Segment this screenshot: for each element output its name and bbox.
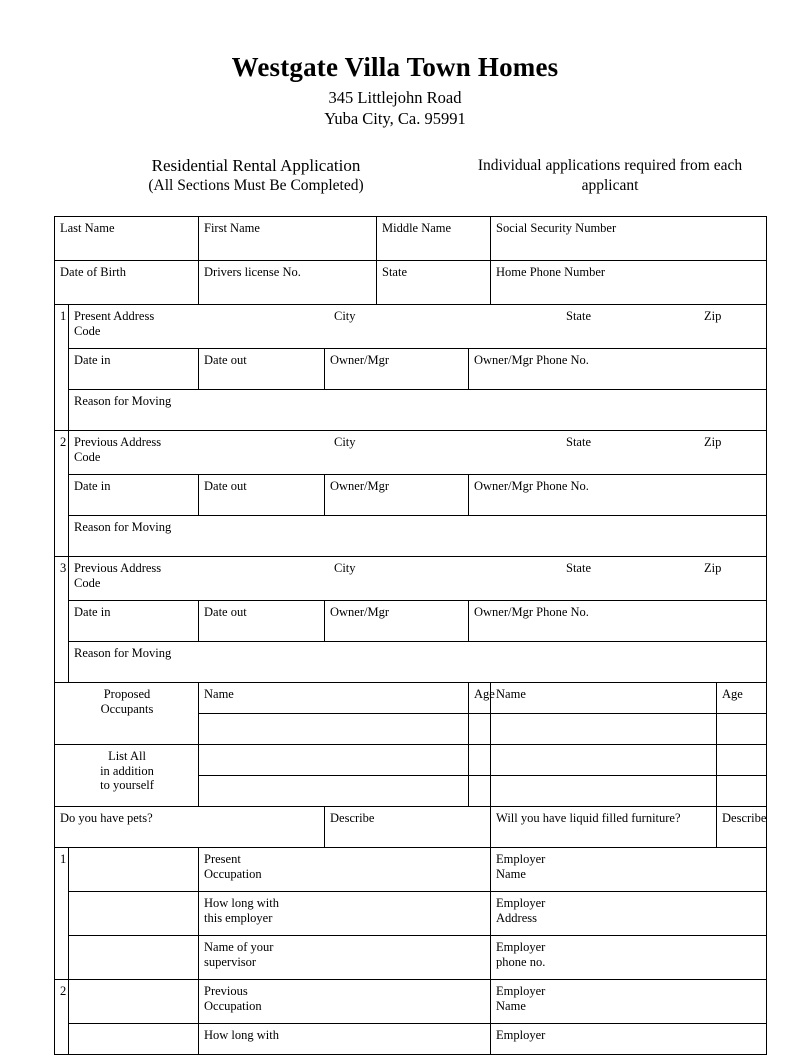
address-2-date-out[interactable]: Date out	[199, 475, 325, 516]
drivers-license-field[interactable]: Drivers license No.	[199, 261, 377, 305]
address-2-dates-row	[55, 475, 767, 516]
employment-1-number: 1	[55, 848, 69, 980]
occupants-sub-line2: in addition	[100, 763, 154, 778]
previous-how-long-field[interactable]: How long with	[199, 1024, 491, 1055]
address-1-state-label: State	[566, 309, 591, 323]
address-2-state-label: State	[566, 435, 591, 449]
address-3-number: 3	[55, 557, 69, 683]
previous-occupation-field[interactable]	[199, 980, 491, 1024]
address-1-reason-for-moving[interactable]: Reason for Moving	[69, 390, 767, 431]
previous-occupation-label-line2: Occupation	[204, 998, 262, 1013]
middle-name-field[interactable]: Middle Name	[377, 217, 491, 261]
pets-describe[interactable]: Describe	[325, 807, 491, 848]
how-long-employer-label-line2: this employer	[204, 910, 273, 925]
occupant-age-label-right: Age	[717, 683, 767, 714]
occupant-name-3[interactable]	[491, 714, 717, 745]
occupant-age-label-left: Age	[469, 683, 491, 714]
address-2-city-label: City	[334, 435, 356, 449]
previous-address-1-field[interactable]	[69, 431, 767, 475]
page-title: Westgate Villa Town Homes	[231, 52, 559, 82]
supervisor-name-label-line2: supervisor	[204, 954, 257, 969]
employment-2-row-1	[55, 980, 767, 1024]
identity-row-2	[55, 261, 767, 305]
present-address-label-line1: Present Address	[74, 309, 155, 323]
present-occupation-label-line2: Occupation	[204, 866, 262, 881]
how-long-employer-field[interactable]	[199, 892, 491, 936]
address-1-date-in[interactable]: Date in	[69, 349, 199, 390]
previous-occupation-label-line1: Previous	[204, 984, 248, 998]
employer-name-label-line2: Name	[496, 866, 526, 881]
previous-address-1-label	[74, 435, 161, 464]
present-address-label	[74, 309, 154, 338]
occupant-name-6[interactable]	[491, 776, 717, 807]
occupants-sub-line3: to yourself	[100, 778, 154, 792]
employment-1-row-3	[55, 936, 767, 980]
occupant-age-1[interactable]	[469, 714, 491, 745]
address-3-owner-mgr-phone[interactable]: Owner/Mgr Phone No.	[469, 601, 767, 642]
occupant-age-4[interactable]	[717, 745, 767, 776]
occupant-name-4[interactable]	[491, 745, 717, 776]
employment-1-row-2	[55, 892, 767, 936]
employment-1-spacer-a	[69, 848, 199, 892]
liquid-furniture-question[interactable]: Will you have liquid filled furniture?	[491, 807, 717, 848]
occupant-name-5[interactable]	[199, 776, 469, 807]
address-3-reason-for-moving[interactable]: Reason for Moving	[69, 642, 767, 683]
pets-question[interactable]: Do you have pets?	[55, 807, 325, 848]
identity-row-1	[55, 217, 767, 261]
subheader	[26, 155, 764, 196]
previous-employer-field[interactable]: Employer	[491, 1024, 767, 1055]
previous-employer-name-field[interactable]	[491, 980, 767, 1024]
occupant-name-1[interactable]	[199, 714, 469, 745]
occupants-heading	[55, 683, 199, 745]
rental-application-form	[54, 216, 767, 1055]
address-1-dates-row	[55, 349, 767, 390]
ssn-field[interactable]: Social Security Number	[491, 217, 767, 261]
occupants-sub-line1: List All	[108, 749, 146, 763]
address-3-owner-mgr[interactable]: Owner/Mgr	[325, 601, 469, 642]
employment-2-spacer-a	[69, 980, 199, 1024]
address-2-header-row	[55, 431, 767, 475]
address-1-header-row	[55, 305, 767, 349]
address-3-date-out[interactable]: Date out	[199, 601, 325, 642]
address-3-header-row	[55, 557, 767, 601]
form-subtitle: (All Sections Must Be Completed)	[148, 177, 364, 194]
address-2-reason-for-moving[interactable]: Reason for Moving	[69, 516, 767, 557]
occupants-subheading	[55, 745, 199, 807]
form-title: Residential Rental Application	[151, 156, 361, 175]
employment-1-spacer-c	[69, 936, 199, 980]
employment-1-spacer-b	[69, 892, 199, 936]
employer-phone-field[interactable]	[491, 936, 767, 980]
employment-1-row-1	[55, 848, 767, 892]
address-1-number: 1	[55, 305, 69, 431]
occupants-heading-line2: Occupants	[100, 701, 154, 716]
supervisor-name-label-line1: Name of your	[204, 940, 274, 954]
employer-address-label-line1: Employer	[496, 896, 546, 910]
address-1-owner-mgr-phone[interactable]: Owner/Mgr Phone No.	[469, 349, 767, 390]
occupant-age-6[interactable]	[717, 776, 767, 807]
address-3-date-in[interactable]: Date in	[69, 601, 199, 642]
address-2-date-in[interactable]: Date in	[69, 475, 199, 516]
present-address-label-line2: Code	[74, 323, 101, 338]
supervisor-name-field[interactable]	[199, 936, 491, 980]
address-1-city-label: City	[334, 309, 356, 323]
home-phone-field[interactable]: Home Phone Number	[491, 261, 767, 305]
occupants-header-row	[55, 683, 767, 714]
employer-name-label-line1: Employer	[496, 852, 546, 866]
address-3-dates-row	[55, 601, 767, 642]
employer-phone-label-line1: Employer	[496, 940, 546, 954]
previous-address-1-label-line1: Previous Address	[74, 435, 162, 449]
liquid-furniture-describe[interactable]: Describe	[717, 807, 767, 848]
address-3-city-label: City	[334, 561, 356, 575]
pets-row	[55, 807, 767, 848]
present-occupation-field[interactable]	[199, 848, 491, 892]
previous-address-2-label	[74, 561, 161, 590]
address-3-zip-label: Zip	[704, 561, 722, 575]
address-2-number: 2	[55, 431, 69, 557]
employer-address-field[interactable]	[491, 892, 767, 936]
present-address-field[interactable]	[69, 305, 767, 349]
employer-name-field[interactable]	[491, 848, 767, 892]
previous-address-2-label-line1: Previous Address	[74, 561, 162, 575]
address-2-zip-label: Zip	[704, 435, 722, 449]
address-3-state-label: State	[566, 561, 591, 575]
occupant-age-2[interactable]	[469, 745, 491, 776]
address-line-2: Yuba City, Ca. 95991	[324, 109, 466, 128]
occupant-name-2[interactable]	[199, 745, 469, 776]
address-1-zip-label: Zip	[704, 309, 722, 323]
address-2-owner-mgr[interactable]: Owner/Mgr	[325, 475, 469, 516]
previous-employer-name-label-line1: Employer	[496, 984, 546, 998]
address-1-owner-mgr[interactable]: Owner/Mgr	[325, 349, 469, 390]
present-occupation-label-line1: Present	[204, 852, 241, 866]
employment-2-number: 2	[55, 980, 69, 1055]
occupant-age-3[interactable]	[717, 714, 767, 745]
address-2-reason-row	[55, 516, 767, 557]
previous-address-2-field[interactable]	[69, 557, 767, 601]
address-1-date-out[interactable]: Date out	[199, 349, 325, 390]
occupant-name-label-right: Name	[491, 683, 717, 714]
address-line-1: 345 Littlejohn Road	[328, 88, 462, 107]
last-name-field[interactable]: Last Name	[55, 217, 199, 261]
address-3-reason-row	[55, 642, 767, 683]
occupants-row-2	[55, 745, 767, 776]
previous-address-1-label-line2: Code	[74, 449, 101, 464]
address-2-owner-mgr-phone[interactable]: Owner/Mgr Phone No.	[469, 475, 767, 516]
employment-2-row-2	[55, 1024, 767, 1055]
form-title-block	[26, 155, 466, 196]
occupant-age-5[interactable]	[469, 776, 491, 807]
address-1-reason-row	[55, 390, 767, 431]
occupant-name-label-left: Name	[199, 683, 469, 714]
employment-2-spacer-b	[69, 1024, 199, 1055]
employer-address-label-line2: Address	[496, 910, 537, 925]
employer-phone-label-line2: phone no.	[496, 954, 546, 969]
how-long-employer-label-line1: How long with	[204, 896, 279, 910]
previous-employer-name-label-line2: Name	[496, 998, 526, 1013]
previous-address-2-label-line2: Code	[74, 575, 101, 590]
occupants-heading-line1: Proposed	[103, 687, 151, 701]
dob-field[interactable]: Date of Birth	[55, 261, 199, 305]
first-name-field[interactable]: First Name	[199, 217, 377, 261]
license-state-field[interactable]: State	[377, 261, 491, 305]
application-notice: Individual applications required from each applicant	[477, 157, 743, 194]
